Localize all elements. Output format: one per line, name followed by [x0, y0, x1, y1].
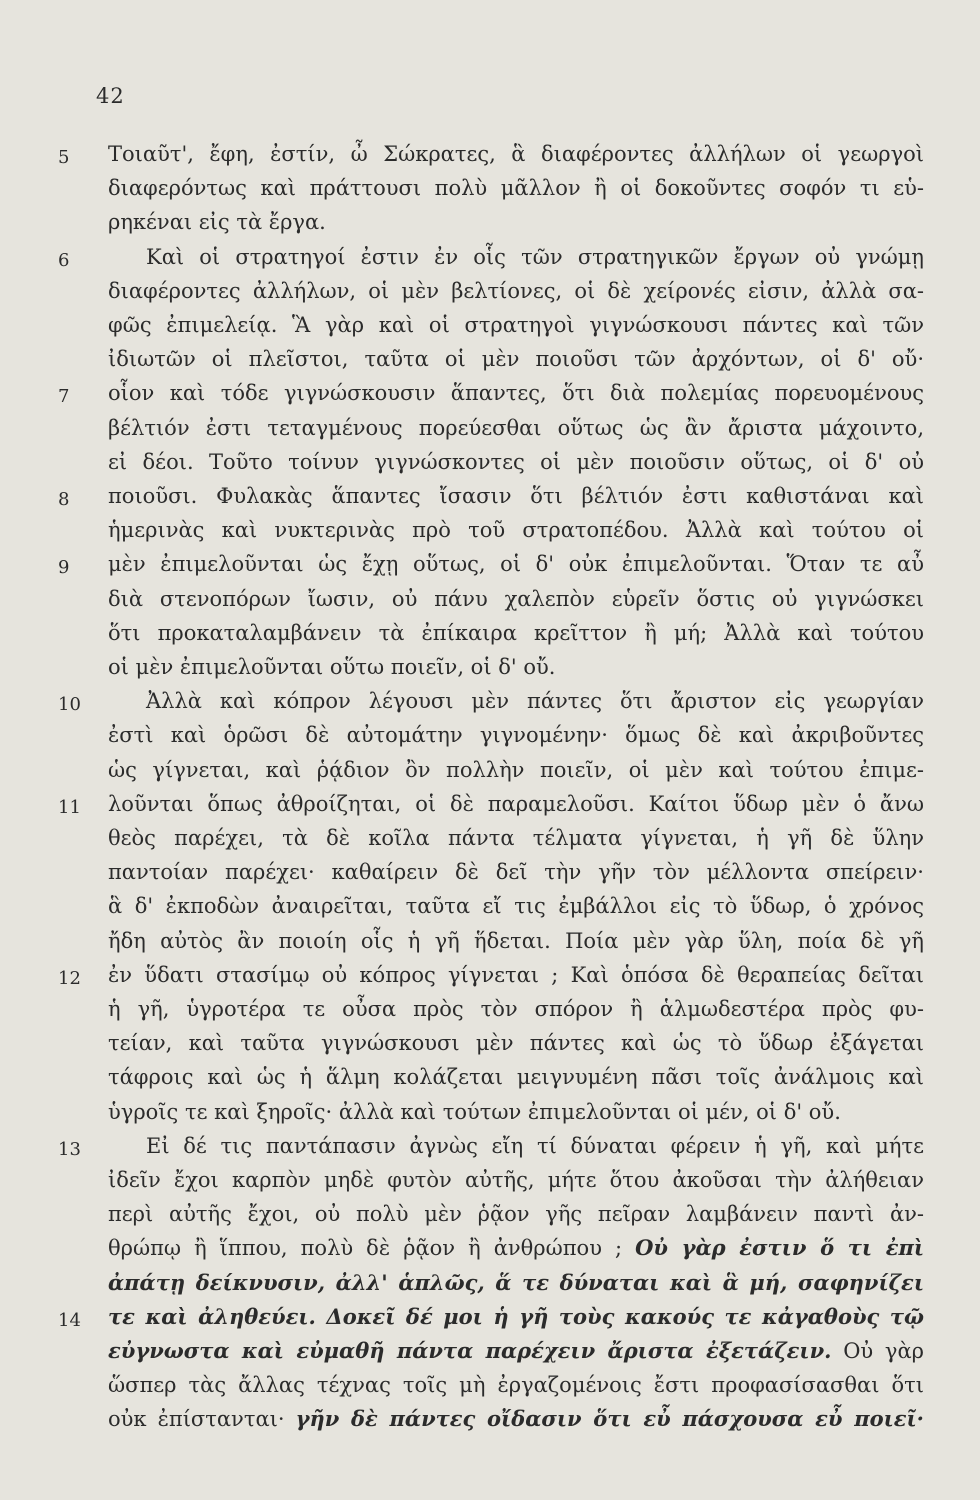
text-segment: περὶ αὐτῆς ἔχοι, οὐ πολὺ μὲν ῥᾷον γῆς πεῖραν λαμβάνειν παντὶ ἀν-: [108, 1202, 924, 1227]
text-line: [108, 961, 924, 989]
text-segment: εἰ δέοι. Τοῦτο τοίνυν γιγνώσκοντες οἱ μὲν ποιοῦσιν οὕτως, οἱ δ' οὐ: [108, 449, 924, 474]
text-line: [108, 448, 924, 476]
text-segment: ἐν ὕδατι στασίμῳ οὐ κόπρος γίγνεται ; Καὶ ὁπόσα δὲ θεραπείας δεῖται: [108, 962, 924, 987]
text-line: [108, 653, 924, 681]
text-segment: Καὶ οἱ στρατηγοί ἐστιν ἐν οἷς τῶν στρατηγικῶν ἔργων οὐ γνώμῃ: [146, 244, 924, 269]
section-number: 5: [58, 147, 70, 168]
emphasized-text: εὐγνωστα καὶ εὐμαθῆ πάντα παρέχειν ἄριστα ἐξετάζειν.: [108, 1338, 832, 1363]
text-segment: διαφέροντες ἀλλήλων, οἱ μὲν βελτίονες, οἱ δὲ χείρονές εἰσιν, ἀλλὰ σα-: [108, 278, 924, 303]
text-line: [108, 1337, 924, 1365]
text-line: [146, 687, 924, 715]
text-segment: ἃ δ' ἐκποδὼν ἀναιρεῖται, ταῦτα εἴ τις ἐμβάλλοι εἰς τὸ ὕδωρ, ὁ χρόνος: [108, 894, 924, 919]
text-line: [146, 243, 924, 271]
text-segment: τάφροις καὶ ὡς ἡ ἅλμη κολάζεται μειγνυμένη πᾶσι τοῖς ἀνάλμοις καὶ: [108, 1065, 924, 1090]
text-line: [108, 790, 924, 818]
section-number: 11: [58, 796, 81, 818]
text-segment: Τοιαῦτ', ἔφη, ἐστίν, ὦ Σώκρατες, ἃ διαφέροντες ἀλλήλων οἱ γεωργοὶ: [108, 142, 924, 166]
section-number: 14: [58, 1309, 81, 1331]
text-segment: ἰδιωτῶν οἱ πλεῖστοι, ταῦτα οἱ μὲν ποιοῦσι τῶν ἀρχόντων, οἱ δ' οὔ·: [108, 347, 924, 372]
text-line: [108, 277, 924, 305]
text-line: [108, 345, 924, 373]
text-segment: ποιοῦσι. Φυλακὰς ἅπαντες ἴσασιν ὅτι βέλτιόν ἐστι καθιστάναι καὶ: [108, 484, 924, 508]
text-line: [108, 140, 924, 168]
section-number: 8: [58, 489, 70, 510]
text-line: [108, 516, 924, 544]
text-line: [108, 208, 924, 236]
text-segment: οὐκ ἐπίστανται·: [108, 1407, 296, 1432]
text-segment: Οὐ γὰρ: [831, 1339, 924, 1363]
section-number: 10: [58, 694, 81, 716]
emphasized-text: τε καὶ ἀληθεύει. Δοκεῖ δέ μοι ἡ γῆ τοὺς κακούς τε κἀγαθοὺς τῷ: [108, 1303, 924, 1329]
text-segment: ὑγροῖς τε καὶ ξηροῖς· ἀλλὰ καὶ τούτων ἐπιμελοῦνται οἱ μέν, οἱ δ' οὔ.: [108, 1099, 841, 1124]
text-segment: μὲν ἐπιμελοῦνται ὡς ἔχῃ οὕτως, οἱ δ' οὐκ ἐπιμελοῦνται. Ὅταν τε αὖ: [108, 552, 924, 577]
text-segment: ἡ γῆ, ὑγροτέρα τε οὖσα πρὸς τὸν σπόρον ἢ ἁλμωδεστέρα πρὸς φυ-: [108, 997, 924, 1021]
text-segment: παντοίαν παρέχει· καθαίρειν δὲ δεῖ τὴν γῆν τὸν μέλλοντα σπείρειν·: [108, 860, 924, 885]
text-segment: ὅτι προκαταλαμβάνειν τὰ ἐπίκαιρα κρεῖττον ἢ μή; Ἀλλὰ καὶ τούτου: [108, 620, 924, 645]
text-line: [146, 1132, 924, 1160]
text-line: [108, 379, 924, 407]
text-line: [108, 174, 924, 202]
text-segment: ὥσπερ τὰς ἄλλας τέχνας τοῖς μὴ ἐργαζομένοις ἔστι προφασίσασθαι ὅτι: [108, 1373, 924, 1398]
text-line: [108, 1234, 924, 1262]
text-segment: ἡμερινὰς καὶ νυκτερινὰς πρὸ τοῦ στρατοπέδου. Ἀλλὰ καὶ τούτου οἱ: [108, 518, 924, 543]
text-line: [108, 1371, 924, 1399]
text-line: [108, 1098, 924, 1126]
text-line: [108, 550, 924, 578]
emphasized-text: ἀπάτῃ δείκνυσιν, ἀλλ' ἁπλῶς, ἅ τε δύναται καὶ ἃ μή, σαφηνίζει: [108, 1269, 924, 1295]
text-line: [108, 995, 924, 1023]
text-segment: ὡς γίγνεται, καὶ ῥᾴδιον ὂν πολλὴν ποιεῖν, οἱ μὲν καὶ τούτου ἐπιμε-: [108, 757, 924, 782]
section-number: 9: [58, 557, 70, 579]
text-line: [108, 1303, 924, 1331]
text-segment: διαφερόντως καὶ πράττουσι πολὺ μᾶλλον ἢ οἱ δοκοῦντες σοφόν τι εὑ-: [108, 176, 924, 201]
section-number: 7: [58, 386, 70, 408]
text-segment: φῶς ἐπιμελείᾳ. Ἃ γὰρ καὶ οἱ στρατηγοὶ γιγνώσκουσι πάντες καὶ τῶν: [108, 313, 924, 337]
text-segment: θεὸς παρέχει, τὰ δὲ κοῖλα πάντα τέλματα γίγνεται, ἡ γῆ δὲ ὕλην: [108, 826, 924, 850]
text-line: [108, 756, 924, 784]
text-line: [108, 414, 924, 442]
text-line: [108, 1029, 924, 1057]
text-line: [108, 1166, 924, 1194]
text-line: [108, 927, 924, 955]
section-number: 6: [58, 249, 70, 271]
section-number: 13: [58, 1138, 81, 1160]
text-segment: διὰ στενοπόρων ἴωσιν, οὐ πάνυ χαλεπὸν εὑρεῖν ὅστις οὐ γιγνώσκει: [108, 586, 924, 611]
emphasized-text: Οὐ γὰρ ἐστιν ὅ τι ἐπὶ: [635, 1235, 924, 1261]
text-segment: βέλτιόν ἐστι τεταγμένους πορεύεσθαι οὕτως ὡς ἂν ἄριστα μάχοιντο,: [108, 415, 924, 440]
text-segment: ρηκέναι εἰς τὰ ἔργα.: [108, 210, 326, 235]
text-segment: θρώπῳ ἢ ἵππου, πολὺ δὲ ῥᾷον ἢ ἀνθρώπου ;: [108, 1236, 636, 1261]
text-line: [108, 1269, 924, 1297]
text-segment: λοῦνται ὅπως ἀθροίζηται, οἱ δὲ παραμελοῦσι. Καίτοι ὕδωρ μὲν ὁ ἄνω: [108, 791, 924, 816]
text-line: [108, 1405, 924, 1433]
emphasized-text: γῆν δὲ πάντες οἴδασιν ὅτι εὖ πάσχουσα εὖ ποιεῖ·: [295, 1406, 924, 1432]
text-line: [108, 824, 924, 852]
text-line: [108, 619, 924, 647]
text-line: [108, 892, 924, 920]
text-line: [108, 311, 924, 339]
text-segment: οἷον καὶ τόδε γιγνώσκουσιν ἅπαντες, ὅτι διὰ πολεμίας πορευομένους: [108, 381, 924, 406]
text-segment: Εἰ δέ τις παντάπασιν ἀγνὼς εἴη τί δύναται φέρειν ἡ γῆ, καὶ μήτε: [146, 1133, 924, 1158]
section-number: 12: [58, 967, 81, 989]
text-segment: ἐστὶ καὶ ὁρῶσι δὲ αὐτομάτην γιγνομένην· ὅμως δὲ καὶ ἀκριβοῦντες: [108, 723, 924, 748]
text-line: [108, 721, 924, 749]
text-line: [108, 585, 924, 613]
text-line: [108, 1200, 924, 1228]
text-line: [108, 482, 924, 510]
page-number: 42: [96, 84, 125, 108]
text-segment: ἤδη αὐτὸς ἂν ποιοίη οἷς ἡ γῆ ἥδεται. Ποία μὲν γὰρ ὕλη, ποία δὲ γῆ: [108, 928, 924, 953]
text-segment: τείαν, καὶ ταῦτα γιγνώσκουσι μὲν πάντες καὶ ὡς τὸ ὕδωρ ἐξάγεται: [108, 1031, 924, 1056]
text-line: [108, 1063, 924, 1091]
text-segment: οἱ μὲν ἐπιμελοῦνται οὕτω ποιεῖν, οἱ δ' οὔ.: [108, 655, 556, 679]
text-segment: ἰδεῖν ἔχοι καρπὸν μηδὲ φυτὸν αὐτῆς, μήτε ὅτου ἀκοῦσαι τὴν ἀλήθειαν: [108, 1168, 924, 1192]
text-segment: Ἀλλὰ καὶ κόπρον λέγουσι μὲν πάντες ὅτι ἄριστον εἰς γεωργίαν: [146, 689, 924, 714]
text-line: [108, 858, 924, 886]
